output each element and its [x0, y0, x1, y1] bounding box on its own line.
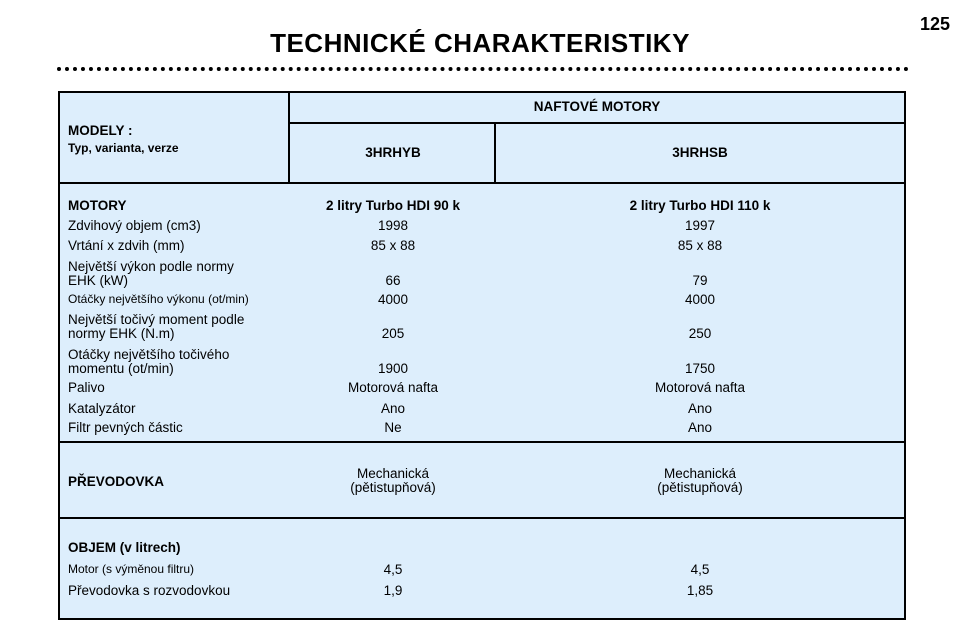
- row-value-displacement-1: 1998: [377, 218, 409, 233]
- row-value-catalyst-1: Ano: [380, 401, 406, 416]
- engine-name-2: 2 litry Turbo HDI 110 k: [629, 198, 771, 213]
- row-value-catalyst-2: Ano: [687, 401, 713, 416]
- dotted-divider: [57, 67, 909, 71]
- row-value-engine-oil-1: 4,5: [383, 562, 403, 577]
- row-label-max-power-line1: Největší výkon podle normy: [68, 259, 234, 274]
- row-label-displacement: Zdvihový objem (cm3): [68, 218, 201, 233]
- row-label-torque-rpm-line2: momentu (ot/min): [68, 361, 174, 376]
- row-label-gearbox-oil: Převodovka s rozvodovkou: [68, 583, 231, 598]
- row-value-torque-rpm-1: 1900: [377, 361, 409, 376]
- row-value-max-torque-2: 250: [688, 326, 712, 341]
- row-value-max-power-2: 79: [692, 273, 708, 288]
- volume-section-label: OBJEM (v litrech): [68, 540, 181, 555]
- row-value-power-rpm-1: 4000: [377, 292, 409, 307]
- row-value-displacement-2: 1997: [684, 218, 716, 233]
- page-title: TECHNICKÉ CHARAKTERISTIKY: [270, 28, 690, 58]
- row-value-engine-oil-2: 4,5: [690, 562, 710, 577]
- row-value-power-rpm-2: 4000: [684, 292, 716, 307]
- row-label-power-rpm: Otáčky největšího výkonu (ot/min): [68, 292, 249, 306]
- gearbox-type-1-line1: Mechanická: [356, 466, 430, 481]
- row-label-torque-rpm-line1: Otáčky největšího točivého: [68, 347, 230, 362]
- engine-name-1: 2 litry Turbo HDI 90 k: [325, 198, 461, 213]
- row-label-bore-stroke: Vrtání x zdvih (mm): [68, 238, 185, 253]
- header-bottom-divider: [60, 182, 906, 184]
- gearbox-bottom-divider: [60, 517, 906, 519]
- row-label-max-torque-line1: Největší točivý moment podle: [68, 312, 245, 327]
- row-value-max-power-1: 66: [385, 273, 401, 288]
- header-group-divider: [288, 122, 906, 124]
- gearbox-type-2-line1: Mechanická: [663, 466, 737, 481]
- type-label: Typ, varianta, verze: [68, 141, 179, 155]
- row-value-torque-rpm-2: 1750: [684, 361, 716, 376]
- page-number: 125: [919, 14, 950, 34]
- variant-header-1: 3HRHYB: [365, 145, 421, 160]
- row-label-max-torque-line2: normy EHK (N.m): [68, 326, 175, 341]
- engines-section-label: MOTORY: [68, 198, 127, 213]
- row-value-bore-stroke-2: 85 x 88: [677, 238, 723, 253]
- row-label-max-power-line2: EHK (kW): [68, 273, 128, 288]
- row-label-particle-filter: Filtr pevných částic: [68, 420, 183, 435]
- engines-bottom-divider: [60, 441, 906, 443]
- gearbox-type-1-line2: (pětistupňová): [350, 480, 436, 495]
- row-value-gearbox-oil-2: 1,85: [686, 583, 714, 598]
- row-label-catalyst: Katalyzátor: [68, 401, 136, 416]
- gearbox-type-2-line2: (pětistupňová): [657, 480, 743, 495]
- row-label-fuel: Palivo: [68, 380, 105, 395]
- row-value-bore-stroke-1: 85 x 88: [370, 238, 416, 253]
- row-value-gearbox-oil-1: 1,9: [383, 583, 403, 598]
- gearbox-section-label: PŘEVODOVKA: [68, 474, 165, 489]
- row-value-particle-filter-2: Ano: [687, 420, 713, 435]
- row-value-fuel-2: Motorová nafta: [654, 380, 746, 395]
- engine-group-header: NAFTOVÉ MOTORY: [533, 99, 661, 114]
- specifications-table: [58, 91, 906, 620]
- models-label: MODELY :: [68, 123, 133, 138]
- variant-header-2: 3HRHSB: [672, 145, 728, 160]
- row-label-engine-oil: Motor (s výměnou filtru): [68, 562, 195, 576]
- row-value-max-torque-1: 205: [381, 326, 405, 341]
- row-value-fuel-1: Motorová nafta: [347, 380, 439, 395]
- row-value-particle-filter-1: Ne: [384, 420, 402, 435]
